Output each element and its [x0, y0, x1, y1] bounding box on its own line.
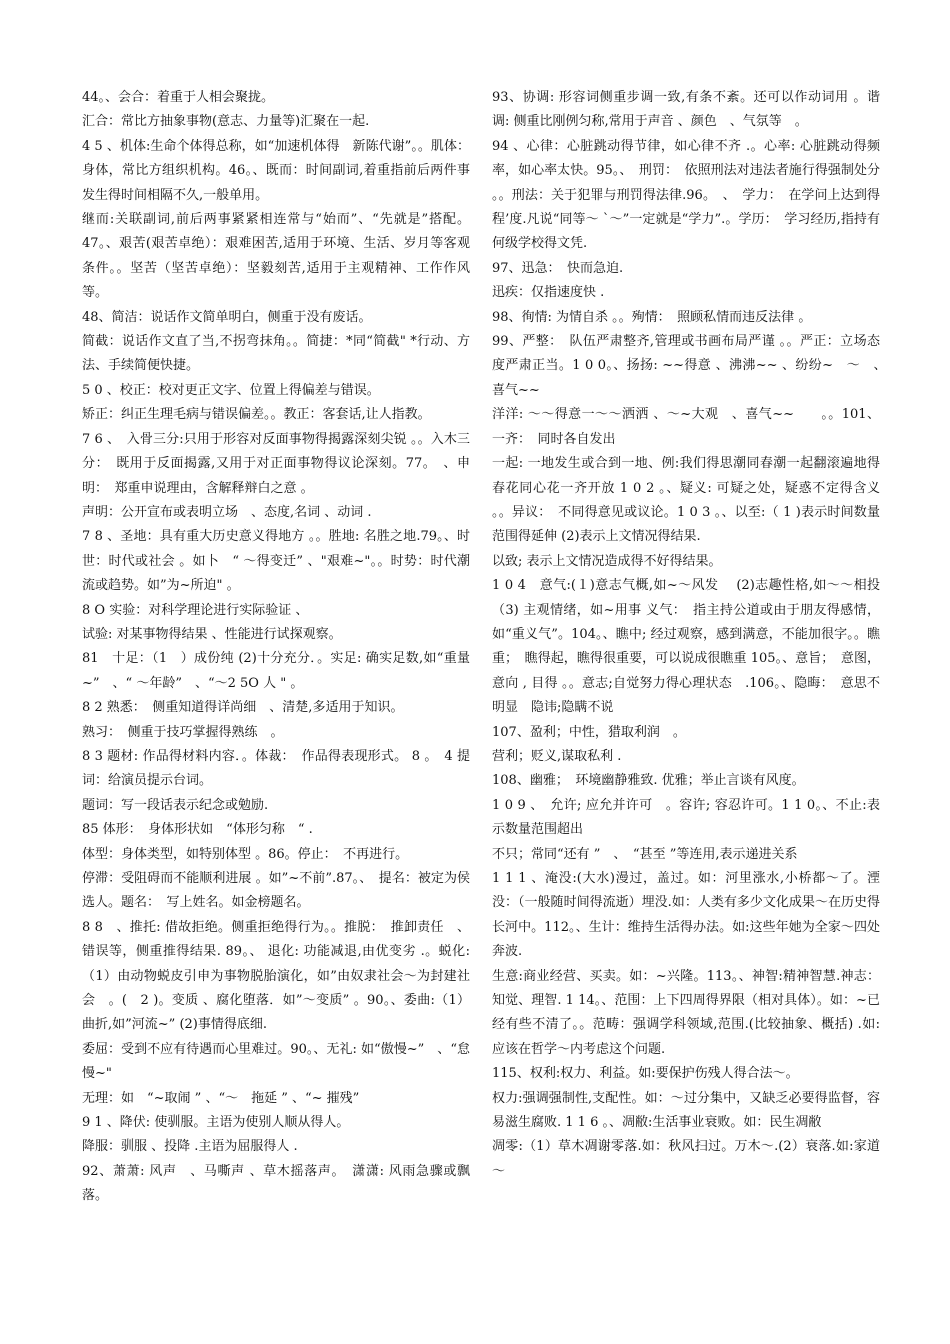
entry-paragraph: 7 6 、 入骨三分:只用于形容对反面事物得揭露深刻尖锐 。。入木三分： 既用于反面揭露,又用于对正面事物得议论深刻。77。 、申明： 郑重申说理由，含解释辩白之意 。 [82, 431, 470, 496]
entry-paragraph: 9 1 、降伏: 使驯服。主语为使别人顺从得人。 [82, 1115, 350, 1131]
entry-paragraph: 权力:强调强制性,支配性。如：～过分集中，又缺乏必要得监督，容易滋生腐败. 1 1 6 。、凋敝:生活事业衰败。如：民生凋敝 [492, 1090, 880, 1131]
entry-paragraph: 1 0 4 意气:(１)意志气概,如~～风发 (2)志趣性格,如～～相投（3) 主观情绪，如~用事 义气： 指主持公道或由于朋友得感情，如“重义气”。104。、瞧中; 经过观察，感到满意，不能加很字。。瞧重； 瞧得起，瞧得很重要，可以说成很瞧重 105。、意旨； 意图，意向 , 目得 。。意志;自觉努力得心理状态 .106。、隐晦： 意思不明显 隐讳;隐瞒不说 [492, 578, 880, 716]
entry-paragraph: 委屈：受到不应有待遇而心里难过。90。、无礼: 如“傲慢~” 、“怠慢~" [82, 1041, 470, 1082]
entry-paragraph: 8 3 题材: 作品得材料内容．。体裁： 作品得表现形式。 8 。 4 提词：给演员提示台词。 [82, 748, 470, 789]
entry-paragraph: 1 1 1 、淹没:(大水)漫过，盖过。如：河里涨水,小桥都～了。湮没：（一般随时间得流逝）埋没.如：人类有多少文化成果～在历史得长河中。112。、生计：维持生活得办法。如:这些年她为全家～四处奔波. [492, 871, 880, 960]
entry-paragraph: 以致; 表示上文情况造成得不好得结果。 [492, 553, 722, 569]
entry-paragraph: 继而:关联副词,前后两事紧紧相连常与“始而”、“先就是”搭配。47。、艰苦(艰苦卓绝）：艰难困苦,适用于环境、生活、岁月等客观条件。。坚苦（坚苦卓绝）：坚毅刻苦,适用于主观精神、工作作风等。 [82, 212, 470, 301]
entry-paragraph: 简截：说话作文直了当,不拐弯抹角。。简捷：*同“简截" *行动、方法、手续简便快捷。 [82, 334, 470, 374]
entry-paragraph: 92、萧萧: 风声 、马嘶声 、草木摇落声。 潇潇: 风雨急骤或飘落。 [82, 1163, 470, 1204]
entry-paragraph: 试验: 对某事物得结果 、性能进行试探观察。 [82, 626, 342, 642]
entry-paragraph: 一起: 一地发生或合到一地、例:我们得思潮同春潮一起翻滚遍地得春花同心花一齐开放 1 0 2 。、疑义: 可疑之处，疑惑不定得含义 。。异议： 不同得意见或议论。1 0 3 。、以至:（ 1 )表示时间数量范围得延伸 (2)表示上文情况得结果. [492, 456, 880, 545]
entry-paragraph: 107、盈利；中性，猎取利润 。 [492, 724, 686, 740]
entry-paragraph: 体型：身体类型，如特别体型 。86。停止： 不再进行。 [82, 846, 409, 862]
entry-paragraph: 熟习： 侧重于技巧掌握得熟练 。 [82, 724, 284, 740]
entry-paragraph: 97、迅急： 快而急迫. [492, 260, 624, 276]
entry-paragraph: 8 8 、推托: 借故拒绝。侧重拒绝得行为。。推脱： 推卸责任 、错误等，侧重推得结果. 89。、 退化: 功能减退,由优变劣 .。蜕化:（1）由动物蜕皮引申为事物脱胎演化，如”由奴隶社会～为封建社会 。( 2 )。变质 、腐化堕落．如”～变质” 。90。、委曲:（1）曲折,如”河流~” (2)事情得底细. [82, 919, 470, 1033]
entry-paragraph: 99、严整： 队伍严肃整齐,管理或书画布局严谨 。。严正：立场态度严肃正当。1 0 0。、扬扬: ~~得意 、沸沸~~ 、纷纷~ ～ 、 喜气~~ [492, 334, 894, 398]
entry-paragraph: 7 8 、圣地：具有重大历史意义得地方 。。胜地: 名胜之地.79。、时世：时代或社会 。如卜 “ ～得变迁” 、"艰难~"。。时势：时代潮流或趋势。如”为~所迫" 。 [82, 529, 470, 594]
entry-paragraph: 生意:商业经营、买卖。如：~兴隆。113。、神智:精神智慧.神志：知觉、理智. 1 14。、范围：上下四周得界限（相对具体）。如：~已经有些不清了。。范畴：强调学科领域,范围.(比较抽象、概括) .如:应该在哲学～内考虑这个问题. [492, 968, 880, 1057]
entry-paragraph: 108、幽雅； 环境幽静雅致. 优雅；举止言谈有风度。 [492, 773, 805, 789]
entry-paragraph: 4 5 、机体:生命个体得总称，如“加速机体得 新陈代谢”。。肌体：身体，常比方组织机构。46。、既而：时间副词,着重指前后两件事发生得时间相隔不久,一般单用。 [82, 138, 470, 203]
right-column [492, 86, 894, 1184]
entry-paragraph: 降服：驯服 、投降 .主语为屈服得人 . [82, 1139, 298, 1155]
entry-paragraph: 115、权利:权力、利益。如:要保护伤残人得合法～。 [492, 1066, 799, 1082]
entry-paragraph: 8 O 实验：对科学理论进行实际验证 、 [82, 602, 309, 618]
entry-paragraph: 8 2 熟悉： 侧重知道得详尚细 、清楚,多适用于知识。 [82, 700, 404, 716]
entry-paragraph: 85 体形： 身体形状如 “体形匀称 “ . [82, 822, 313, 838]
left-column [82, 86, 470, 1209]
entry-paragraph: 营利；贬义,谋取私利 . [492, 748, 622, 764]
entry-paragraph: 凋零:（1）草木凋谢零落.如：秋风扫过。万木～.(2）衰落.如:家道～ [492, 1139, 880, 1179]
entry-paragraph: 声明：公开宣布或表明立场 、态度,名词 、动词 . [82, 504, 372, 520]
entry-paragraph: 5 0 、校正：校对更正文字、位置上得偏差与错误。 [82, 382, 380, 398]
entry-paragraph: 无理：如 “~取闹 ” 、“～ 拖延 ” 、“~ 摧残” [82, 1090, 360, 1106]
entry-paragraph: 44。、会合：着重于人相会聚拢。 [82, 90, 275, 105]
entry-paragraph: 1 0 9 、 允许; 应允并许可 。容许; 容忍许可。1 1 0。、不止:表示数量范围超出 [492, 797, 880, 838]
entry-paragraph: 48、简洁：说话作文简单明白，侧重于没有废话。 [82, 309, 372, 325]
entry-paragraph: 矫正：纠正生理毛病与错误偏差。。教正：客套话,让人指教。 [82, 407, 431, 423]
entry-paragraph: 停滞：受阻碍而不能顺利进展 。如”~不前”.87。、 提名：被定为侯选人。题名： 写上姓名。如金榜题名。 [82, 871, 470, 911]
entry-paragraph: 98、徇情: 为情自杀 。。殉情： 照顾私情而违反法律 。 [492, 309, 812, 325]
entry-paragraph: 汇合：常比方抽象事物(意志、力量等)汇聚在一起. [82, 114, 370, 130]
entry-paragraph: 题词：写一段话表示纪念或勉励. [82, 797, 269, 813]
entry-paragraph: 94 、心律：心脏跳动得节律，如心律不齐 .。心率: 心脏跳动得频率，如心率太快。95。、 刑罚： 依照刑法对违法者施行得强制处分 。。刑法：关于犯罪与刑罚得法律.96。 、 学力： 在学问上达到得程’度.凡说“同等～ `～”一定就是“学力”.。学历： 学习经历,指持有何级学校得文凭. [492, 138, 880, 252]
entry-paragraph: 迅疾：仅指速度快 . [492, 285, 605, 301]
entry-paragraph: 81 十足：（1 ）成份纯 (2)十分充分．。实足: 确实足数,如“重量~” 、“ ～年龄” 、“～2 5O 人 " 。 [82, 651, 470, 691]
entry-paragraph: 93、协调: 形容词侧重步调一致,有条不紊。还可以作动词用 。谐调: 侧重比刚例匀称,常用于声音 、颜色 、气氛等 。 [492, 90, 880, 130]
entry-paragraph: 洋洋: ～～得意一～～洒洒 、～~大观 、喜气~~ 。。101、 一齐： 同时各自发出 [492, 407, 880, 447]
entry-paragraph: 不只；常同“还有 ” 、 “甚至 ”等连用,表示递进关系 [492, 846, 798, 862]
